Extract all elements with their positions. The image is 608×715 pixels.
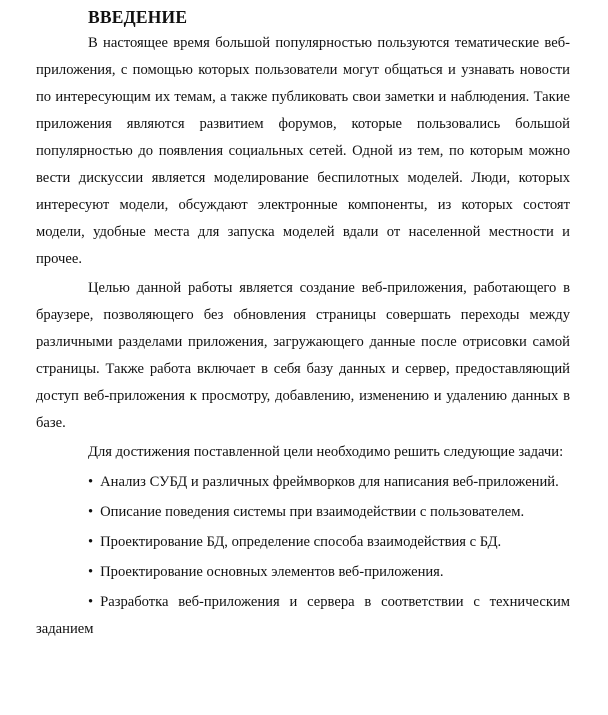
page-title: ВВЕДЕНИЕ — [88, 7, 188, 27]
list-item — [36, 469, 570, 496]
list-item-text: Описание поведения системы при взаимодействии с пользователем. — [100, 504, 525, 520]
list-item — [36, 499, 570, 526]
list-item — [36, 589, 570, 643]
list-item-text: Проектирование основных элементов веб-приложения. — [100, 564, 444, 580]
list-item-text: Анализ СУБД и различных фреймворков для написания веб-приложений. — [100, 474, 559, 490]
bullet-icon: • — [88, 504, 94, 520]
document-page — [36, 0, 570, 643]
bullet-icon: • — [88, 474, 94, 490]
list-item-text: Проектирование БД, определение способа взаимодействия с БД. — [100, 534, 502, 550]
intro-paragraph: В настоящее время большой популярностью пользуются тематические веб-приложения, с помощью которых пользователи могут общаться и узнавать новости по интересующим их темам, а также публиковать свои заметки и наблюдения. Такие приложения являются развитием форумов, которые пользовались большой популярностью до появления социальных сетей. Одной из тем, по которым можно вести дискуссии является моделирование беспилотных моделей. Люди, которых интересуют модели, обсуждают электронные компоненты, из которых состоят модели, удобные места для запуска моделей вдали от населенной местности и прочее. — [36, 35, 570, 267]
bullet-icon: • — [88, 594, 94, 610]
tasks-intro-paragraph: Для достижения поставленной цели необходимо решить следующие задачи: — [88, 444, 564, 460]
goal-paragraph: Целью данной работы является создание веб-приложения, работающего в браузере, позволяющего без обновления страницы совершать переходы между различными разделами приложения, загружающего данные после отрисовки самой страницы. Также работа включает в себя базу данных и сервер, предоставляющий доступ веб-приложения к просмотру, добавлению, изменению и удалению данных в базе. — [36, 280, 570, 431]
bullet-icon: • — [88, 534, 94, 550]
list-item — [36, 529, 570, 556]
list-item — [36, 559, 570, 586]
list-item-text: Разработка веб-приложения и сервера в соответствии с техническим заданием — [36, 594, 570, 637]
bullet-icon: • — [88, 564, 94, 580]
tasks-list — [36, 469, 570, 643]
